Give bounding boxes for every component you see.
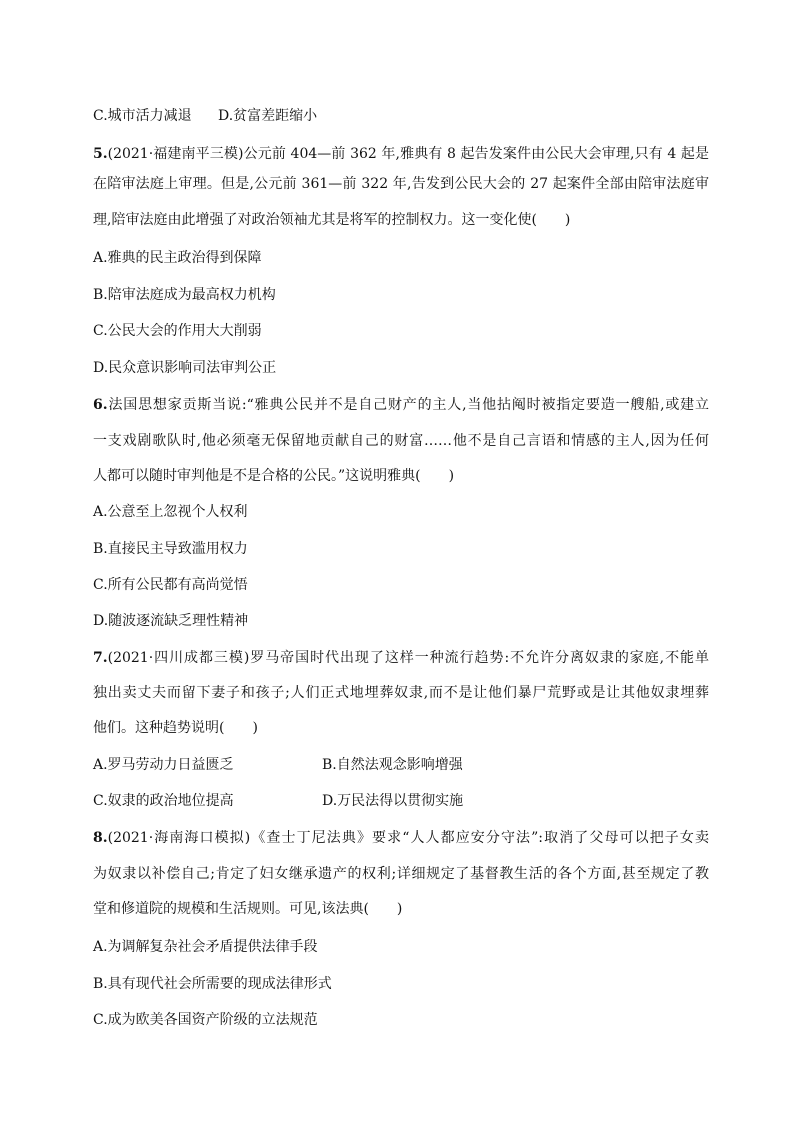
q7-option-d: D.万民法得以贯彻实施 xyxy=(322,793,464,809)
q4-option-c: C.城市活力减退 xyxy=(93,108,192,124)
q7-stem-text-1: (2021·四川成都三模)罗马帝国时代出现了这样一种流行趋势:不允许分离奴隶的家庭,不能单 xyxy=(107,650,709,666)
q8-option-b: B.具有现代社会所需要的现成法律形式 xyxy=(93,976,332,992)
q6-stem-line-3: 人都可以随时审判他是不是合格的公民。”这说明雅典( ) xyxy=(93,468,455,484)
q8-option-a: A.为调解复杂社会矛盾提供法律手段 xyxy=(93,939,318,955)
q8-number: 8. xyxy=(93,830,108,846)
q5-stem-line-2: 在陪审法庭上审理。但是,公元前 361—前 322 年,告发到公民大会的 27 起案件全部由陪审法庭审 xyxy=(93,176,709,192)
q6-stem-text-1: 法国思想家贡斯当说:“雅典公民并不是自己财产的主人,当他拈阄时被指定要造一艘船,或建立 xyxy=(107,397,709,413)
q8-stem-line-1 xyxy=(93,828,709,848)
q6-option-a: A.公意至上忽视个人权利 xyxy=(93,504,248,520)
q7-number: 7. xyxy=(93,650,108,666)
q5-option-a: A.雅典的民主政治得到保障 xyxy=(93,250,262,266)
q6-stem-line-1 xyxy=(93,395,709,415)
q4-option-d: D.贫富差距缩小 xyxy=(218,108,318,124)
q6-number: 6. xyxy=(93,397,108,413)
q7-option-a: A.罗马劳动力日益匮乏 xyxy=(93,757,234,773)
q5-stem-text-1: (2021·福建南平三模)公元前 404—前 362 年,雅典有 8 起告发案件由公民大会审理,只有 4 起是 xyxy=(107,146,709,162)
q5-stem-line-1 xyxy=(93,144,709,164)
q7-stem-line-2: 独出卖丈夫而留下妻子和孩子;人们正式地埋葬奴隶,而不是让他们暴尸荒野或是让其他奴隶埋葬 xyxy=(93,685,709,701)
q5-number: 5. xyxy=(93,146,108,162)
q6-option-b: B.直接民主导致滥用权力 xyxy=(93,541,248,557)
q7-stem-line-1 xyxy=(93,648,709,668)
q8-stem-line-2: 为奴隶以补偿自己;肯定了妇女继承遗产的权利;详细规定了基督教生活的各个方面,甚至规定了教 xyxy=(93,866,709,882)
q7-option-c: C.奴隶的政治地位提高 xyxy=(93,793,234,809)
q6-stem-line-2: 一支戏剧歌队时,他必须毫无保留地贡献自己的财富……他不是自己言语和情感的主人,因为任何 xyxy=(93,433,709,449)
q8-option-c: C.成为欧美各国资产阶级的立法规范 xyxy=(93,1012,318,1028)
q8-stem-text-1: (2021·海南海口模拟)《查士丁尼法典》要求“人人都应安分守法”:取消了父母可以把子女卖 xyxy=(107,830,709,846)
q8-stem-line-3: 堂和修道院的规模和生活规则。可见,该法典( ) xyxy=(93,901,403,917)
q6-option-d: D.随波逐流缺乏理性精神 xyxy=(93,613,249,629)
q5-option-c: C.公民大会的作用大大削弱 xyxy=(93,323,262,339)
q5-option-d: D.民众意识影响司法审判公正 xyxy=(93,360,277,376)
q7-stem-line-3: 他们。这种趋势说明( ) xyxy=(93,720,258,736)
q6-option-c: C.所有公民都有高尚觉悟 xyxy=(93,577,248,593)
q7-option-b: B.自然法观念影响增强 xyxy=(322,757,463,773)
q5-option-b: B.陪审法庭成为最高权力机构 xyxy=(93,287,276,303)
q5-stem-line-3: 理,陪审法庭由此增强了对政治领袖尤其是将军的控制权力。这一变化使( ) xyxy=(93,212,571,228)
